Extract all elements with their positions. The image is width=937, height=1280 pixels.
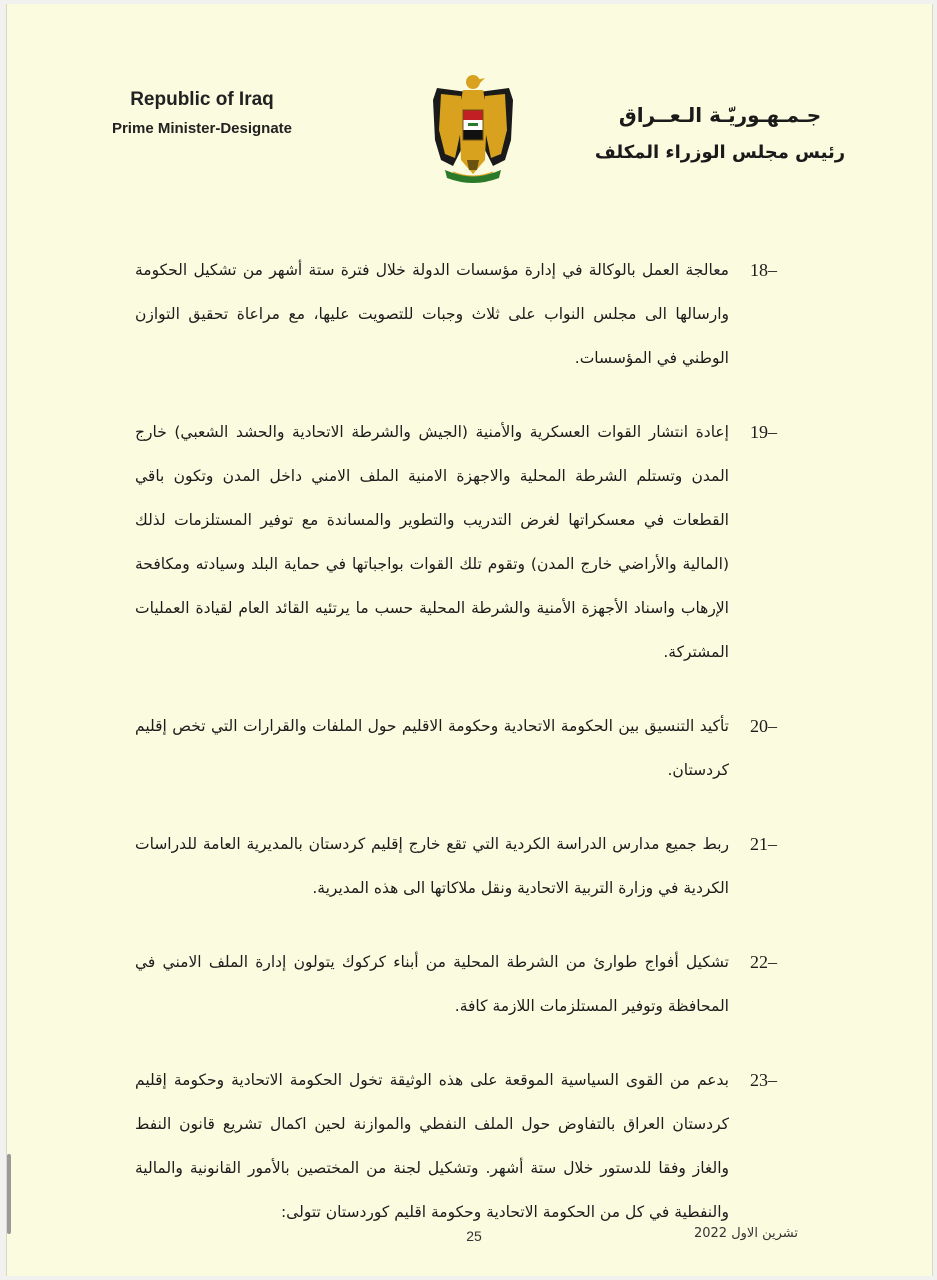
list-item <box>135 940 777 1028</box>
list-item <box>135 822 777 910</box>
list-item <box>135 248 777 380</box>
page-number: 25 <box>466 1228 482 1244</box>
item-number: 21– <box>750 834 777 854</box>
header-arabic <box>590 100 850 168</box>
header-title-english: Prime Minister-Designate <box>111 120 293 137</box>
iraq-eagle-emblem-icon <box>431 70 515 190</box>
item-number: 19– <box>750 422 777 442</box>
document-page <box>6 4 933 1276</box>
item-number: 23– <box>750 1070 777 1090</box>
header-country-english: Republic of Iraq <box>130 89 274 110</box>
header-title-arabic: رئيس مجلس الوزراء المكلف <box>594 142 846 163</box>
document-body <box>135 248 777 1264</box>
item-text: تشكيل أفواج طوارئ من الشرطة المحلية من أبناء كركوك يتولون إدارة الملف الامني في المحافظة وتوفير المستلزمات اللازمة كافة. <box>135 953 729 1015</box>
item-text: ربط جميع مدارس الدراسة الكردية التي تقع خارج إقليم كردستان بالمديرية العامة للدراسات الكردية في وزارة التربية الاتحادية ونقل ملاكاتها الى هذه المديرية. <box>135 835 729 897</box>
item-number: 22– <box>750 952 777 972</box>
item-text: إعادة انتشار القوات العسكرية والأمنية (الجيش والشرطة الاتحادية والحشد الشعبي) خارج المدن وتستلم الشرطة المحلية والاجهزة الامنية الملف الامني داخل المدن وتكون باقي القطعات في معسكراتها لغرض التدريب والتطوير والمساندة مع توفير المستلزمات لذلك (المالية والأراضي خارج المدن) وتقوم تلك القوات بواجباتها في حماية البلد وسيادته ومكافحة الإرهاب واسناد الأجهزة الأمنية والشرطة المحلية حسب ما يرتئيه القائد العام لقيادة العمليات المشتركة. <box>135 423 729 661</box>
header-english <box>77 86 327 140</box>
header-country-arabic: جـمـهـوريّـة الـعــراق <box>618 103 822 127</box>
list-item <box>135 410 777 674</box>
list-item <box>135 1058 777 1234</box>
item-text: بدعم من القوى السياسية الموقعة على هذه الوثيقة تخول الحكومة الاتحادية وحكومة إقليم كردستان العراق بالتفاوض حول الملف النفطي والموازنة لحين اكمال تشريع قانون النفط والغاز وفقا للدستور خلال ستة أشهر. وتشكيل لجنة من المختصين بالأمور القانونية والمالية والنفطية في كل من الحكومة الاتحادية وحكومة اقليم كوردستان تتولى: <box>135 1071 729 1221</box>
item-text: معالجة العمل بالوكالة في إدارة مؤسسات الدولة خلال فترة ستة أشهر من تشكيل الحكومة وارسالها الى مجلس النواب على ثلاث وجبات للتصويت عليها، مع مراعاة تحقيق التوازن الوطني في المؤسسات. <box>135 261 729 367</box>
scrollbar-thumb[interactable] <box>7 1154 11 1234</box>
item-number: 18– <box>750 260 777 280</box>
footer-date: تشرين الاول 2022 <box>693 1226 798 1241</box>
item-number: 20– <box>750 716 777 736</box>
item-text: تأكيد التنسيق بين الحكومة الاتحادية وحكومة الاقليم حول الملفات والقرارات التي تخص إقليم كردستان. <box>135 717 729 779</box>
list-item <box>135 704 777 792</box>
